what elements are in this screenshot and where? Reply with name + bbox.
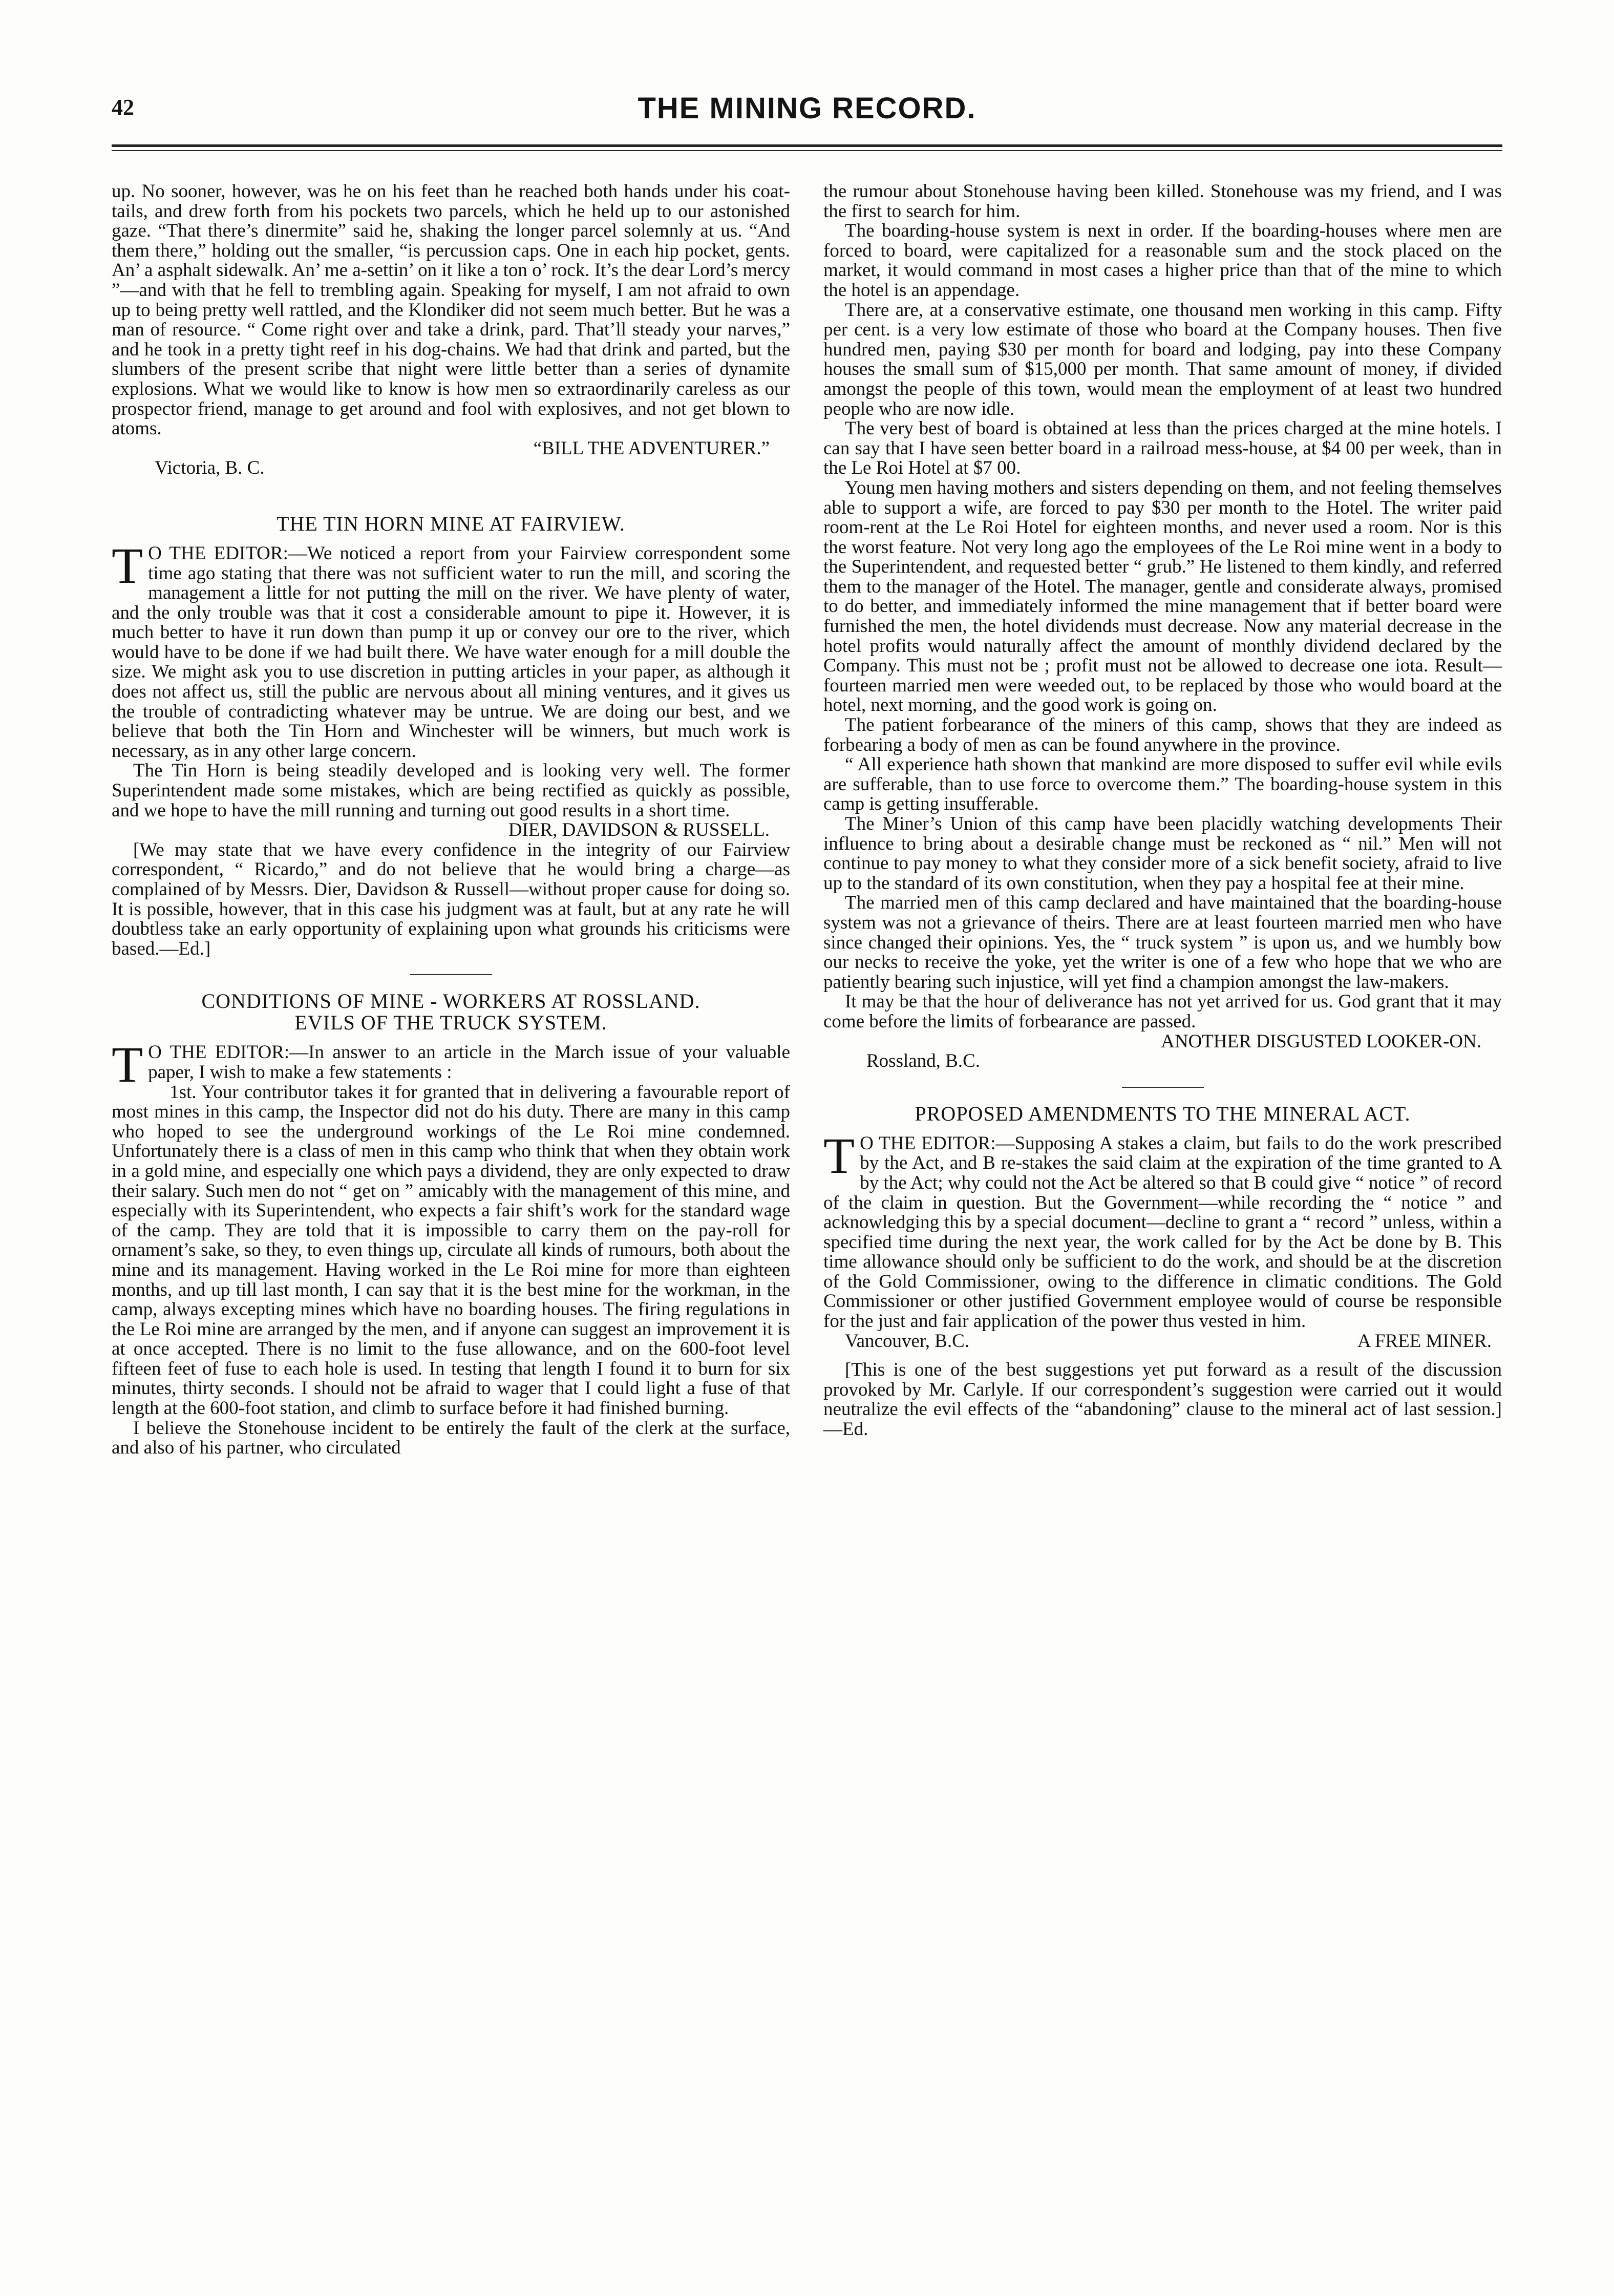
letter3-signature: ANOTHER DISGUSTED LOOKER-ON. — [1161, 1030, 1481, 1052]
letter3-cont-paragraph-10: It may be that the hour of deliverance has not yet arrived for us. God grant that it may come before the limits of forbearance are passed. — [823, 991, 1502, 1032]
letter4-signature: A FREE MINER. — [1357, 1330, 1492, 1352]
letter3-paragraph-2: 1st. Your contributor takes it for granted that in delivering a favourable report of most mines in this camp, the Inspector did not do his duty. There are many in this camp who hoped to see the underground workings of the Le Roi mine condemned. Unfortunately there is a class of men in this camp who think that when they obtain work in a gold mine, and especially one which pays a dividend, they are only expected to draw their salary. Such men do not “ get on ” amicably with the management of this mine, and especially with its Superintendent, who expects a fair shift’s work for the standard wage of the camp. They are told that it is impossible to carry them on the pay-roll for ornament’s sake, so they, to even things up, circulate all kinds of rumours, both about the mine and its management. Having worked in the Le Roi mine for more than eighteen months, and up till last month, I can say that it is the best mine for the workman, in the camp, always excepting mines which have no boarding houses. The firing regulations in the Le Roi mine are arranged by the men, and if anyone can suggest an improvement it is at once accepted. There is no limit to the fuse allowance, and on the 600-foot level fifteen feet of fuse to each hole is used. In testing that length I found it to burn for six minutes, thirty seconds. I should not be afraid to wager that I could light a fuse of that length at the 600-foot station, and climb to surface before it had finished burning. — [112, 1081, 790, 1419]
left-column — [112, 182, 790, 1458]
letter4-heading: PROPOSED AMENDMENTS TO THE MINERAL ACT. — [915, 1102, 1411, 1125]
letter3-cont-paragraph-2: The boarding-house system is next in order. If the boarding-houses where men are forced to board, were capitalized for a reasonable sum and the stock placed on the market, it would command in most cases a higher price than that of the mine to which the hotel is an appendage. — [823, 220, 1502, 301]
letter4-place: Vancouver, B.C. — [845, 1330, 970, 1352]
letter3-paragraph-1: T O THE EDITOR:—In answer to an article in the March issue of your valuable paper, I wish to make a few statements : — [112, 1036, 790, 1093]
header-rule — [112, 144, 1502, 147]
letter3-heading-line1: CONDITIONS OF MINE - WORKERS AT ROSSLAND. — [201, 989, 700, 1013]
section-divider — [410, 974, 492, 975]
page-number: 42 — [112, 95, 134, 120]
dropcap: T — [112, 537, 143, 594]
letter2-paragraph-2: The Tin Horn is being steadily developed and is looking very well. The former Superintendent made some mistakes, which are being rectified as quickly as possible, and we hope to have the mill running and turning out good results in a short time. — [112, 760, 790, 821]
letter2-heading: THE TIN HORN MINE AT FAIRVIEW. — [277, 512, 625, 535]
page-header — [112, 91, 1502, 132]
letter3-heading-line2: EVILS OF THE TRUCK SYSTEM. — [294, 1011, 607, 1035]
letter1-signature: “BILL THE ADVENTURER.” — [533, 437, 770, 459]
journal-title: THE MINING RECORD. — [638, 92, 976, 125]
letter3-cont-paragraph-9: The married men of this camp declared and have maintained that the boarding-house system was not a grievance of theirs. There are at least fourteen married men who have since changed their opinions. Yes, the “ truck system ” is upon us, and we humbly bow our necks to receive the yoke, yet the writer is one of a few who hope that we who are patiently bearing such injustice, will yet find a champion amongst the law-makers. — [823, 892, 1502, 993]
letter3-cont-paragraph-3: There are, at a conservative estimate, one thousand men working in this camp. Fifty per cent. is a very low estimate of those who board at the Company houses. Then five hundred men, paying $30 per month for board and lodging, pay into these Company houses the small sum of $15,000 per month. That same amount of money, if divided amongst the people of this town, would mean the employment of at least two hundred people who are now idle. — [823, 299, 1502, 419]
letter2-paragraph-1: T O THE EDITOR:—We noticed a report from your Fairview correspondent some time ago stating that there was not sufficient water to run the mill, and scoring the management a little for not putting the mill on the river. We have plenty of water, and the only trouble was that it cost a considerable amount to pipe it. However, it is much better to have it run down than pump it up or convey our ore to the river, which would have to be done if we had built there. We have water enough for a mill double the size. We might ask you to use discretion in putting articles in your paper, as although it does not affect us, still the public are nervous about all mining ventures, and it gives us the trouble of contradicting whatever may be untrue. We are doing our best, and we believe that both the Tin Horn and Winchester will be winners, but much work is necessary, as in any other large concern. — [112, 537, 790, 762]
letter1-place: Victoria, B. C. — [155, 457, 265, 479]
dropcap: T — [112, 1036, 143, 1093]
letter3-cont-paragraph-6: The patient forbearance of the miners of this camp, shows that they are indeed as forbearing a body of men as can be found anywhere in the province. — [823, 714, 1502, 755]
letter4-signoff — [823, 1332, 1502, 1352]
letter2-editor-note: [We may state that we have every confidence in the integrity of our Fairview correspondent, “ Ricardo,” and do not believe that he would bring a charge—as complained of by Messrs. Dier, Davidson & Russell—without proper cause for doing so. It is possible, however, that in this case his judgment was at fault, but at any rate he will doubtless take an early opportunity of explaining upon what grounds his criticisms were based.—Ed.] — [112, 839, 790, 959]
letter3-cont-paragraph-1: the rumour about Stonehouse having been killed. Stonehouse was my friend, and I was the first to search for him. — [823, 181, 1502, 222]
letter4-paragraph: T O THE EDITOR:—Supposing A stakes a claim, but fails to do the work prescribed by the Act, and B re-stakes the said claim at the expiration of the time granted to A by the Act; why could not the Act be altered so that B could give “ notice ” of record of the claim in question. But the Government—while recording the “ notice ” and acknowledging this by a special document—decline to grant a “ record ” unless, within a specified time during the next year, the work called for by the Act be done by B. This time allowance should only be sufficient to do the work, and should be at the discretion of the Gold Commissioner, owing to the difference in climatic conditions. The Gold Commissioner or other justified Government employee would of course be responsible for the just and fair application of the power thus vested in him. — [823, 1127, 1502, 1332]
letter2-signature: DIER, DAVIDSON & RUSSELL. — [508, 819, 770, 841]
dropcap: T — [823, 1127, 855, 1184]
letter3-cont-paragraph-7: “ All experience hath shown that mankind are more disposed to suffer evil while evils are sufferable, than to use force to overcome them.” The boarding-house system in this camp is getting insufferable. — [823, 754, 1502, 815]
header-rule-thin — [112, 150, 1502, 151]
letter3-place: Rossland, B.C. — [866, 1050, 981, 1072]
letter3-cont-paragraph-5: Young men having mothers and sisters depending on them, and not feeling themselves able to support a wife, are forced to pay $30 per month to the Hotel. The writer paid room-rent at the Le Roi Hotel for eighteen months, and never used a room. Nor is this the worst feature. Not very long ago the employees of the Le Roi mine went in a body to the Superintendent, and requested better “ grub.” He listened to them kindly, and referred them to the manager of the Hotel. The manager, gentle and considerate always, promised to do better, and immediately informed the mine management that if better board were furnished the men, the hotel dividends must decrease. Now any material decrease in the hotel profits would naturally affect the amount of monthly dividend declared by the Company. This must not be ; profit must not be allowed to decrease one iota. Result—fourteen married men were weeded out, to be replaced by those who would board at the hotel, next morning, and the good work is going on. — [823, 477, 1502, 716]
letter3-cont-paragraph-4: The very best of board is obtained at less than the prices charged at the mine hotels. I can say that I have seen better board in a railroad mess-house, at $4 00 per week, than in the Le Roi Hotel at $7 00. — [823, 418, 1502, 479]
letter3-cont-paragraph-8: The Miner’s Union of this camp have been placidly watching developments Their influence to bring about a desirable change must be reckoned as “ nil.” Men will not continue to pay money to what they consider more of a sick benefit society, afraid to live up to the standard of its own constitution, when they pay a hospital fee at their mine. — [823, 813, 1502, 894]
section-divider — [1122, 1087, 1204, 1088]
right-column — [823, 182, 1502, 1440]
letter3-paragraph-3: I believe the Stonehouse incident to be entirely the fault of the clerk at the surface, and also of his partner, who circulated — [112, 1417, 790, 1459]
letter4-editor-note: [This is one of the best suggestions yet put forward as a result of the discussion provoked by Mr. Carlyle. If our correspondent’s suggestion were carried out it would neutralize the evil effects of the “abandoning” clause to the mineral act of last session.]—Ed. — [823, 1359, 1502, 1440]
letter1-continuation: up. No sooner, however, was he on his feet than he reached both hands under his coat-tails, and drew forth from his pockets two parcels, which he held up to our astonished gaze. “That there’s dinermite” said he, shaking the longer parcel solemnly at us. “And them there,” holding out the smaller, “is percussion caps. One in each hip pocket, gents. An’ a asphalt sidewalk. An’ me a-settin’ on it like a ton o’ rock. It’s the dear Lord’s mercy ”—and with that he fell to trembling again. Speaking for myself, I am not afraid to own up to being pretty well rattled, and the Klondiker did not seem much better. But he was a man of resource. “ Come right over and take a drink, pard. That’ll steady your narves,” and he took in a pretty tight reef in his dog-chains. We had that drink and parted, but the slumbers of the present scribe that night were little better than a series of dynamite explosions. What we would like to know is how men so extraordinarily careless as our prospector friend, manage to get around and fool with explosives, and not get blown to atoms. — [112, 181, 790, 439]
letter3-heading — [112, 991, 790, 1034]
